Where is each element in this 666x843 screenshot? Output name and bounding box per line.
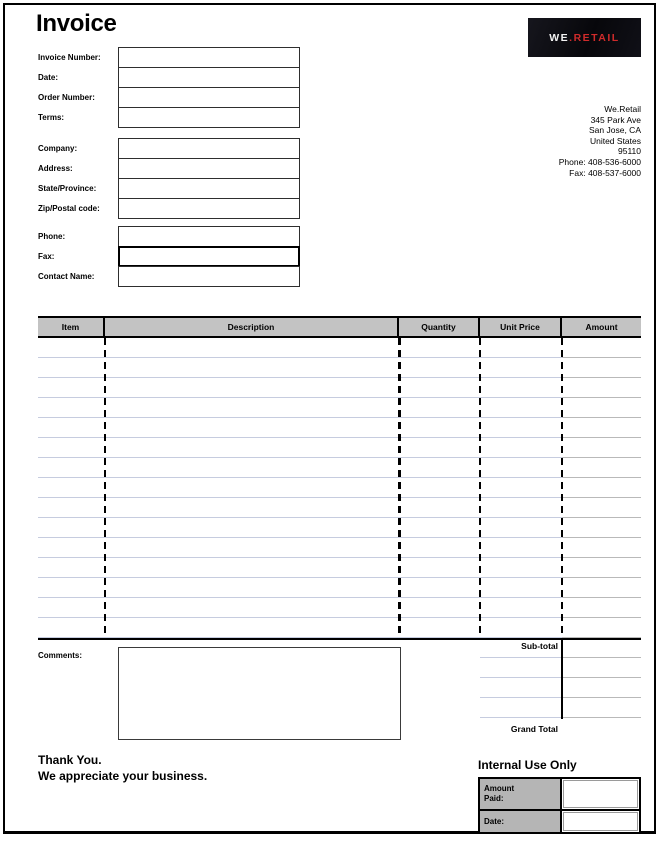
cell-unit-price[interactable] — [480, 358, 562, 378]
field-label-contact-name: Contact Name: — [38, 272, 95, 281]
company-address-block — [391, 104, 641, 178]
cell-description[interactable] — [105, 338, 399, 358]
cell-quantity[interactable] — [399, 378, 480, 398]
field-label-phone: Phone: — [38, 232, 66, 241]
field-label-order-number: Order Number: — [38, 93, 95, 102]
cell-amount[interactable] — [562, 478, 641, 498]
cell-unit-price[interactable] — [480, 338, 562, 358]
table-row — [38, 338, 641, 358]
cell-unit-price[interactable] — [480, 418, 562, 438]
appreciation-line: We appreciate your business. — [38, 769, 208, 783]
table-row — [38, 358, 641, 378]
cell-description[interactable] — [105, 478, 399, 498]
field-input-invoice-number[interactable] — [118, 47, 300, 68]
field-row-date — [38, 67, 300, 88]
contact-fields-group — [38, 226, 300, 287]
cell-quantity[interactable] — [399, 518, 480, 538]
cell-item[interactable] — [38, 518, 105, 538]
table-row — [38, 418, 641, 438]
field-input-state-province[interactable] — [118, 178, 300, 199]
cell-amount[interactable] — [562, 438, 641, 458]
cell-amount[interactable] — [562, 498, 641, 518]
cell-description[interactable] — [105, 418, 399, 438]
cell-item[interactable] — [38, 338, 105, 358]
internal-row-amount-paid — [480, 779, 639, 809]
cell-item[interactable] — [38, 418, 105, 438]
cell-description[interactable] — [105, 538, 399, 558]
cell-unit-price[interactable] — [480, 378, 562, 398]
company-info-line: 95110 — [617, 146, 641, 157]
field-row-company — [38, 138, 300, 159]
company-info-line: San Jose, CA — [589, 125, 641, 136]
internal-label-amount-paid: Amount Paid: — [480, 779, 562, 809]
cell-unit-price[interactable] — [480, 458, 562, 478]
field-label-company: Company: — [38, 144, 78, 153]
internal-use-title: Internal Use Only — [478, 758, 577, 772]
field-label-invoice-number: Invoice Number: — [38, 53, 101, 62]
cell-description[interactable] — [105, 518, 399, 538]
cell-description[interactable] — [105, 558, 399, 578]
total-line-value-area — [562, 698, 641, 718]
cell-description[interactable] — [105, 578, 399, 598]
company-logo — [528, 18, 641, 57]
cell-item[interactable] — [38, 438, 105, 458]
total-line-label-area — [480, 698, 562, 718]
invoice-fields-group — [38, 47, 300, 128]
internal-label-date: Date: — [480, 811, 562, 832]
customer-fields-group — [38, 138, 300, 219]
grand-total-label: Grand Total — [510, 724, 558, 734]
total-line-value-area — [562, 678, 641, 698]
field-row-address — [38, 158, 300, 179]
cell-unit-price[interactable] — [480, 398, 562, 418]
items-table-header — [38, 316, 641, 338]
internal-row-date — [480, 809, 639, 832]
cell-amount[interactable] — [562, 538, 641, 558]
column-separator-quantity — [479, 338, 481, 638]
internal-input-amount-paid[interactable] — [562, 779, 639, 809]
internal-use-table — [478, 777, 641, 834]
comments-label: Comments: — [38, 651, 83, 660]
cell-item[interactable] — [38, 618, 105, 638]
field-label-terms: Terms: — [38, 113, 65, 122]
field-input-zip-postal-code[interactable] — [118, 198, 300, 219]
cell-quantity[interactable] — [399, 398, 480, 418]
total-line-label-area — [480, 678, 562, 698]
field-label-state-province: State/Province: — [38, 184, 97, 193]
cell-quantity[interactable] — [399, 538, 480, 558]
cell-quantity[interactable] — [399, 578, 480, 598]
table-row — [38, 578, 641, 598]
field-input-order-number[interactable] — [118, 87, 300, 108]
cell-quantity[interactable] — [399, 338, 480, 358]
cell-item[interactable] — [38, 558, 105, 578]
company-info-line: We.Retail — [604, 104, 641, 114]
table-row — [38, 378, 641, 398]
cell-description[interactable] — [105, 458, 399, 478]
cell-quantity[interactable] — [399, 458, 480, 478]
cell-amount[interactable] — [562, 578, 641, 598]
subtotal-label: Sub-total — [521, 641, 558, 651]
table-row — [38, 618, 641, 638]
thank-you-line: Thank You. — [38, 753, 102, 767]
cell-unit-price[interactable] — [480, 578, 562, 598]
internal-input-date[interactable] — [562, 811, 639, 832]
field-row-invoice-number — [38, 47, 300, 68]
field-label-zip-postal-code: Zip/Postal code: — [38, 204, 100, 213]
cell-unit-price[interactable] — [480, 498, 562, 518]
total-line-label-area — [480, 658, 562, 678]
cell-amount[interactable] — [562, 418, 641, 438]
cell-unit-price[interactable] — [480, 618, 562, 638]
table-row — [38, 518, 641, 538]
column-separator-unit-price — [561, 338, 563, 638]
cell-unit-price[interactable] — [480, 518, 562, 538]
column-header-unit-price: Unit Price — [480, 318, 562, 336]
cell-description[interactable] — [105, 378, 399, 398]
column-header-quantity: Quantity — [399, 318, 480, 336]
company-info-line: Phone: 408-536-6000 — [558, 156, 641, 167]
table-row — [38, 458, 641, 478]
cell-unit-price[interactable] — [480, 478, 562, 498]
cell-description[interactable] — [105, 618, 399, 638]
cell-description[interactable] — [105, 598, 399, 618]
total-line-value-area — [562, 638, 641, 658]
field-row-contact-name — [38, 266, 300, 287]
field-input-date[interactable] — [118, 67, 300, 88]
cell-amount[interactable] — [562, 518, 641, 538]
cell-quantity[interactable] — [399, 558, 480, 578]
internal-input-inner-amount-paid — [563, 780, 638, 808]
cell-unit-price[interactable] — [480, 538, 562, 558]
total-line-label-area — [480, 638, 562, 658]
field-input-address[interactable] — [118, 158, 300, 179]
field-row-terms — [38, 107, 300, 128]
field-label-fax: Fax: — [38, 252, 55, 261]
field-row-order-number — [38, 87, 300, 108]
table-row — [38, 558, 641, 578]
cell-description[interactable] — [105, 438, 399, 458]
column-header-description: Description — [105, 318, 399, 336]
internal-input-inner-date — [563, 812, 638, 831]
cell-item[interactable] — [38, 358, 105, 378]
field-label-address: Address: — [38, 164, 73, 173]
cell-unit-price[interactable] — [480, 438, 562, 458]
cell-amount[interactable] — [562, 398, 641, 418]
cell-quantity[interactable] — [399, 498, 480, 518]
cell-item[interactable] — [38, 398, 105, 418]
table-row — [38, 398, 641, 418]
logo-text-secondary: .RETAIL — [569, 31, 620, 44]
cell-description[interactable] — [105, 398, 399, 418]
cell-quantity[interactable] — [399, 598, 480, 618]
page-title: Invoice — [36, 10, 117, 37]
column-header-item: Item — [38, 318, 105, 336]
cell-item[interactable] — [38, 458, 105, 478]
table-row — [38, 498, 641, 518]
cell-amount[interactable] — [562, 378, 641, 398]
table-row — [38, 478, 641, 498]
cell-amount[interactable] — [562, 338, 641, 358]
column-header-amount: Amount — [585, 322, 618, 332]
items-table — [38, 316, 641, 640]
cell-amount[interactable] — [562, 358, 641, 378]
logo-text-primary: WE — [549, 31, 570, 44]
cell-item[interactable] — [38, 378, 105, 398]
total-line-value-area — [562, 658, 641, 678]
cell-amount[interactable] — [562, 458, 641, 478]
field-input-phone[interactable] — [118, 226, 300, 247]
closing-message — [38, 752, 207, 784]
comments-input[interactable] — [118, 647, 401, 740]
cell-description[interactable] — [105, 358, 399, 378]
company-info-line: United States — [589, 135, 641, 146]
totals-vertical-rule — [561, 638, 563, 719]
table-row — [38, 598, 641, 618]
company-info-line: 345 Park Ave — [590, 114, 641, 125]
cell-item[interactable] — [38, 498, 105, 518]
cell-unit-price[interactable] — [480, 558, 562, 578]
column-separator-item — [104, 338, 106, 638]
field-input-company[interactable] — [118, 138, 300, 159]
cell-quantity[interactable] — [399, 358, 480, 378]
cell-quantity[interactable] — [399, 478, 480, 498]
field-input-contact-name[interactable] — [118, 266, 300, 287]
cell-item[interactable] — [38, 578, 105, 598]
cell-quantity[interactable] — [399, 418, 480, 438]
cell-quantity[interactable] — [399, 438, 480, 458]
field-label-date: Date: — [38, 73, 59, 82]
cell-item[interactable] — [38, 538, 105, 558]
field-row-state-province — [38, 178, 300, 199]
cell-amount[interactable] — [562, 558, 641, 578]
cell-amount[interactable] — [562, 618, 641, 638]
cell-amount[interactable] — [562, 598, 641, 618]
field-input-terms[interactable] — [118, 107, 300, 128]
table-row — [38, 538, 641, 558]
field-row-phone — [38, 226, 300, 247]
company-info-line: Fax: 408-537-6000 — [569, 167, 641, 178]
cell-item[interactable] — [38, 478, 105, 498]
cell-item[interactable] — [38, 598, 105, 618]
field-row-zip-postal-code — [38, 198, 300, 219]
field-input-fax[interactable] — [118, 246, 300, 267]
column-separator-description — [398, 338, 401, 638]
items-table-body — [38, 338, 641, 640]
cell-unit-price[interactable] — [480, 598, 562, 618]
cell-quantity[interactable] — [399, 618, 480, 638]
field-row-fax — [38, 246, 300, 267]
cell-description[interactable] — [105, 498, 399, 518]
table-row — [38, 438, 641, 458]
